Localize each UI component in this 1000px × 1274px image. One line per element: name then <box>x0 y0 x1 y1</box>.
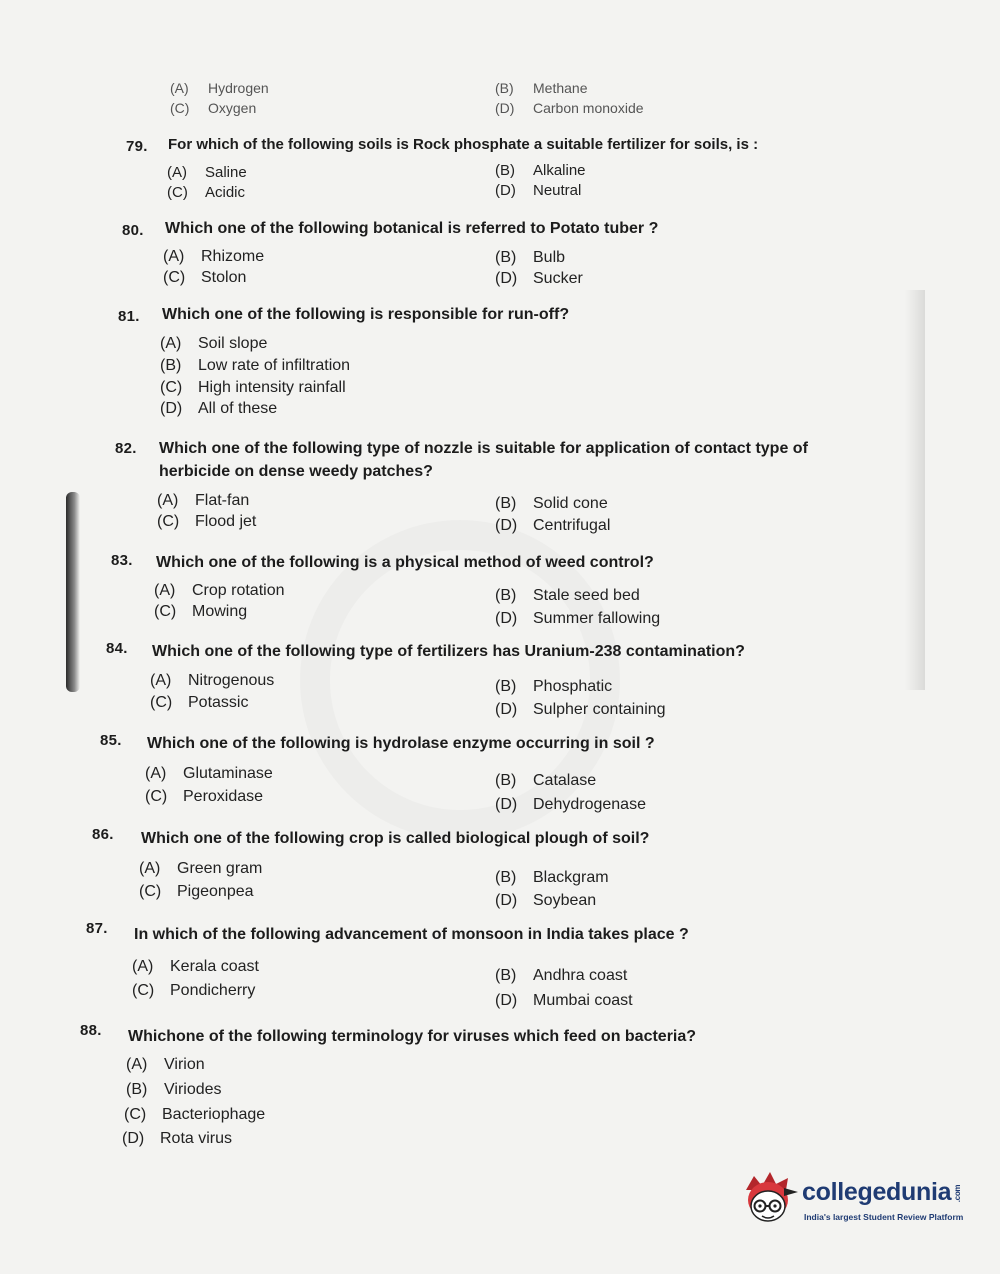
question-text: Which one of the following is hydrolase enzyme occurring in soil ? <box>147 735 655 752</box>
option-c: (C) Acidic <box>167 184 246 201</box>
option-d: (D) Soybean <box>495 892 597 909</box>
option-d: (D) All of these <box>160 400 278 417</box>
option-d: (D) Centrifugal <box>495 517 611 534</box>
option-c: (C) Stolon <box>163 269 247 286</box>
prev-option-b: (B) Methane <box>495 80 588 96</box>
option-a: (A) Soil slope <box>160 335 268 352</box>
question-number: 88. <box>80 1022 102 1039</box>
option-b: (B) Bulb <box>495 249 566 266</box>
question-text-line-2: herbicide on dense weedy patches? <box>159 463 433 480</box>
question-number: 82. <box>115 440 137 457</box>
question-text: Whichone of the following terminology for viruses which feed on bacteria? <box>128 1028 697 1045</box>
brand-tagline: India's largest Student Review Platform <box>804 1212 964 1222</box>
option-b: (B) Andhra coast <box>495 967 628 984</box>
option-a: (A) Kerala coast <box>132 958 259 975</box>
question-text: Which one of the following type of nozzle is suitable for application of contact type of <box>159 440 808 457</box>
option-a: (A) Crop rotation <box>154 582 285 599</box>
mascot-icon <box>740 1168 800 1228</box>
option-b: (B) Blackgram <box>495 869 609 886</box>
option-a: (A) Rhizome <box>163 248 265 265</box>
option-c: (C) Pondicherry <box>132 982 256 999</box>
option-d: (D) Dehydrogenase <box>495 796 646 813</box>
option-a: (A) Green gram <box>139 860 263 877</box>
question-text: Which one of the following type of fertilizers has Uranium-238 contamination? <box>152 643 745 660</box>
question-text: Which one of the following is a physical method of weed control? <box>156 554 654 571</box>
option-c: (C) High intensity rainfall <box>160 379 346 396</box>
option-a: (A) Nitrogenous <box>150 672 275 689</box>
option-b: (B) Low rate of infiltration <box>160 357 351 374</box>
question-number: 87. <box>86 920 108 937</box>
option-c: (C) Flood jet <box>157 513 257 530</box>
option-b: (B) Solid cone <box>495 495 608 512</box>
option-c: (C) Pigeonpea <box>139 883 254 900</box>
option-a: (A) Glutaminase <box>145 765 273 782</box>
question-text: Which one of the following botanical is referred to Potato tuber ? <box>165 220 659 237</box>
option-d: (D) Sucker <box>495 270 583 287</box>
question-number: 85. <box>100 732 122 749</box>
page-edge-shadow <box>66 492 80 692</box>
prev-option-a: (A) Hydrogen <box>170 80 269 96</box>
question-number: 81. <box>118 308 140 325</box>
option-a: (A) Virion <box>126 1056 205 1073</box>
question-number: 80. <box>122 222 144 239</box>
option-d: (D) Summer fallowing <box>495 610 661 627</box>
option-b: (B) Catalase <box>495 772 597 789</box>
option-b: (B) Viriodes <box>126 1081 222 1098</box>
option-c: (C) Peroxidase <box>145 788 264 805</box>
option-d: (D) Rota virus <box>122 1130 233 1147</box>
option-a: (A) Flat-fan <box>157 492 250 509</box>
question-text: In which of the following advancement of monsoon in India takes place ? <box>134 926 689 943</box>
question-number: 83. <box>111 552 133 569</box>
option-b: (B) Alkaline <box>495 162 586 179</box>
option-d: (D) Neutral <box>495 182 582 199</box>
prev-option-c: (C) Oxygen <box>170 100 257 116</box>
question-text: For which of the following soils is Rock phosphate a suitable fertilizer for soils, is : <box>168 136 759 153</box>
question-number: 79. <box>126 138 148 155</box>
question-text: Which one of the following crop is called biological plough of soil? <box>141 830 650 847</box>
option-c: (C) Potassic <box>150 694 249 711</box>
prev-option-d: (D) Carbon monoxide <box>495 100 644 116</box>
question-number: 84. <box>106 640 128 657</box>
option-d: (D) Mumbai coast <box>495 992 633 1009</box>
option-d: (D) Sulpher containing <box>495 701 666 718</box>
question-text: Which one of the following is responsible for run-off? <box>162 306 570 323</box>
option-b: (B) Phosphatic <box>495 678 613 695</box>
page-fold-shadow <box>905 290 925 690</box>
collegedunia-logo <box>740 1168 970 1232</box>
option-c: (C) Mowing <box>154 603 248 620</box>
question-number: 86. <box>92 826 114 843</box>
option-b: (B) Stale seed bed <box>495 587 640 604</box>
option-a: (A) Saline <box>167 164 247 181</box>
brand-name: collegedunia .com <box>802 1178 963 1206</box>
option-c: (C) Bacteriophage <box>124 1106 266 1123</box>
